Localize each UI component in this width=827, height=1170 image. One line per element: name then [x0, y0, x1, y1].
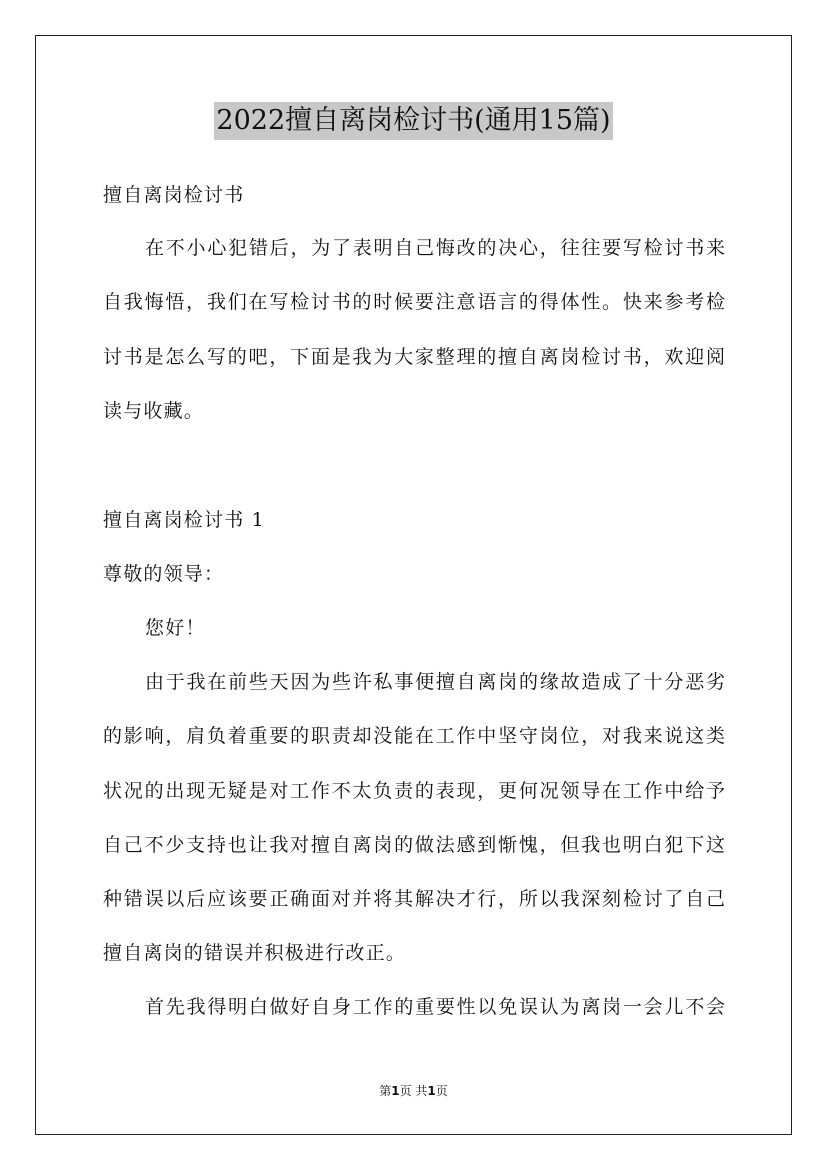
- body-paragraph-2-line-1: 首先我得明白做好自身工作的重要性以免误认为离岗一会儿不会: [145, 996, 725, 1018]
- footer-page-number: 1: [391, 1084, 400, 1098]
- body-line-1: 由于我在前些天因为些许私事便擅自离岗的缘故造成了十分恶劣: [145, 671, 725, 693]
- intro-heading: 擅自离岗检讨书: [103, 184, 245, 206]
- body-line-2: 的影响，肩负着重要的职责却没能在工作中坚守岗位，对我来说这类: [103, 725, 725, 747]
- title-container: [0, 102, 827, 140]
- page-footer: [0, 1083, 827, 1099]
- intro-line-1: 在不小心犯错后，为了表明自己悔改的决心，往往要写检讨书来: [145, 237, 725, 259]
- greeting: 您好！: [145, 617, 206, 639]
- salutation: 尊敬的领导：: [103, 563, 225, 585]
- body-line-3: 状况的出现无疑是对工作不太负责的表现，更何况领导在工作中给予: [103, 780, 725, 802]
- footer-suffix: 页: [435, 1084, 448, 1098]
- body-line-6: 擅自离岗的错误并积极进行改正。: [103, 942, 407, 964]
- intro-line-4: 读与收藏。: [103, 400, 205, 422]
- section-heading: 擅自离岗检讨书 1: [103, 509, 265, 531]
- intro-line-3: 讨书是怎么写的吧，下面是我为大家整理的擅自离岗检讨书，欢迎阅: [103, 346, 725, 368]
- intro-line-2: 自我悔悟，我们在写检讨书的时候要注意语言的得体性。快来参考检: [103, 291, 725, 313]
- body-line-4: 自己不少支持也让我对擅自离岗的做法感到惭愧，但我也明白犯下这: [103, 834, 725, 856]
- footer-mid: 页 共: [399, 1084, 428, 1098]
- footer-prefix: 第: [379, 1084, 392, 1098]
- document-title: 2022擅自离岗检讨书(通用15篇): [214, 102, 612, 140]
- body-line-5: 种错误以后应该要正确面对并将其解决才行，所以我深刻检讨了自己: [103, 888, 725, 910]
- footer-page-total: 1: [427, 1084, 436, 1098]
